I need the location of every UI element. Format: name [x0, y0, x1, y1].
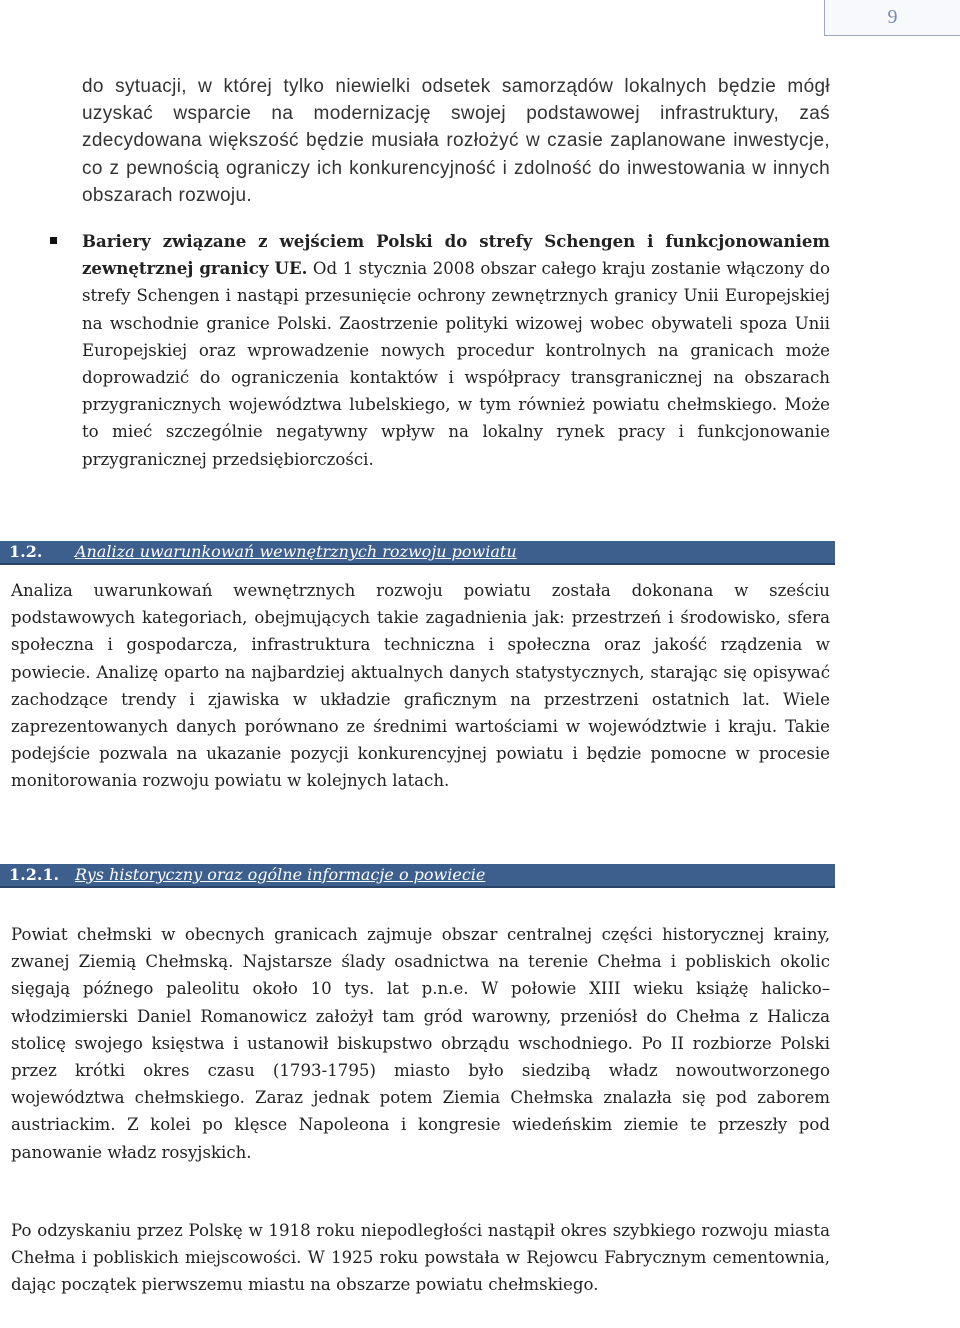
section-title: Rys historyczny oraz ogólne informacje o powiecie [75, 865, 486, 884]
section-number: 1.2. [9, 542, 43, 561]
section-1-2-paragraph: Analiza uwarunkowań wewnętrznych rozwoju powiatu została dokonana w sześciu podstawowych kategoriach, obejmujących takie zagadnienia jak: przestrzeń i środowisko, sfera społeczna i gospodarcza, infrastruktura techniczna i społeczna oraz jakość rządzenia w powiecie. Analizę oparto na najbardziej aktualnych danych statystycznych, starając się opisywać zachodzące trendy i zjawiska w układzie graficznym na przestrzeni ostatnich lat. Wiele zaprezentowanych danych porównano ze średnimi wartościami w województwie i kraju. Takie podejście pozwala na ukazanie pozycji konkurencyjnej powiatu i będzie pomocne w procesie monitorowania rozwoju powiatu w kolejnych latach. [11, 581, 830, 791]
section-heading-1-2-1 [0, 864, 835, 888]
section-heading-1-2 [0, 541, 835, 565]
section-number: 1.2.1. [9, 865, 60, 884]
intro-paragraph: do sytuacji, w której tylko niewielki odsetek samorządów lokalnych będzie mógł uzyskać wsparcie na modernizację swojej podstawowej infrastruktury, zaś zdecydowana większość będzie musiała rozłożyć w czasie zaplanowane inwestycje, co z pewnością ograniczy ich konkurencyjność i zdolność do inwestowania w innych obszarach rozwoju. [82, 76, 830, 206]
section-title: Analiza uwarunkowań wewnętrznych rozwoju powiatu [75, 542, 517, 561]
bullet-paragraph [82, 228, 830, 473]
history-paragraph-2: Po odzyskaniu przez Polskę w 1918 roku niepodległości nastąpił okres szybkiego rozwoju miasta Chełma i pobliskich miejscowości. W 1925 roku powstała w Rejowcu Fabrycznym cementownia, dając początek pierwszemu miastu na obszarze powiatu chełmskiego. [11, 1221, 830, 1295]
bullet-bold-lead: Bariery związane z wejściem Polski do strefy Schengen i funkcjonowaniem zewnętrznej granicy UE. [82, 231, 830, 279]
bullet-square-icon [50, 237, 57, 244]
page-number: 9 [824, 0, 960, 36]
history-paragraph-1: Powiat chełmski w obecnych granicach zajmuje obszar centralnej części historycznej krainy, zwanej Ziemią Chełmską. Najstarsze ślady osadnictwa na terenie Chełma i pobliskich okolic sięgają późnego paleolitu około 10 tys. lat p.n.e. W połowie XIII wieku książę halicko–włodzimierski Daniel Romanowicz założył tam gród warowny, przeniósł do Chełma z Halicza stolicę swojego księstwa i ustanowił biskupstwo obrządu wschodniego. Po II rozbiorze Polski przez krótki okres czasu (1793-1795) miasto było siedzibą władz nowoutworzonego województwa chełmskiego. Zaraz jednak potem Ziemia Chełmska znalazła się pod zaborem austriackim. Z kolei po klęsce Napoleona i kongresie wiedeńskim ziemie te przeszły pod panowanie władz rosyjskich. [11, 925, 830, 1162]
bullet-text: Od 1 stycznia 2008 obszar całego kraju zostanie włączony do strefy Schengen i nastąpi przesunięcie ochrony zewnętrznych granicy Unii Europejskiej na wschodnie granice Polski. Zaostrzenie polityki wizowej wobec obywateli spoza Unii Europejskiej oraz wprowadzenie nowych procedur kontrolnych na granicach może doprowadzić do ograniczenia kontaktów i współpracy transgranicznej na obszarach przygranicznych województwa lubelskiego, w tym również powiatu chełmskiego. Może to mieć szczególnie negatywny wpływ na lokalny rynek pracy i funkcjonowanie przygranicznej przedsiębiorczości. [82, 259, 830, 469]
